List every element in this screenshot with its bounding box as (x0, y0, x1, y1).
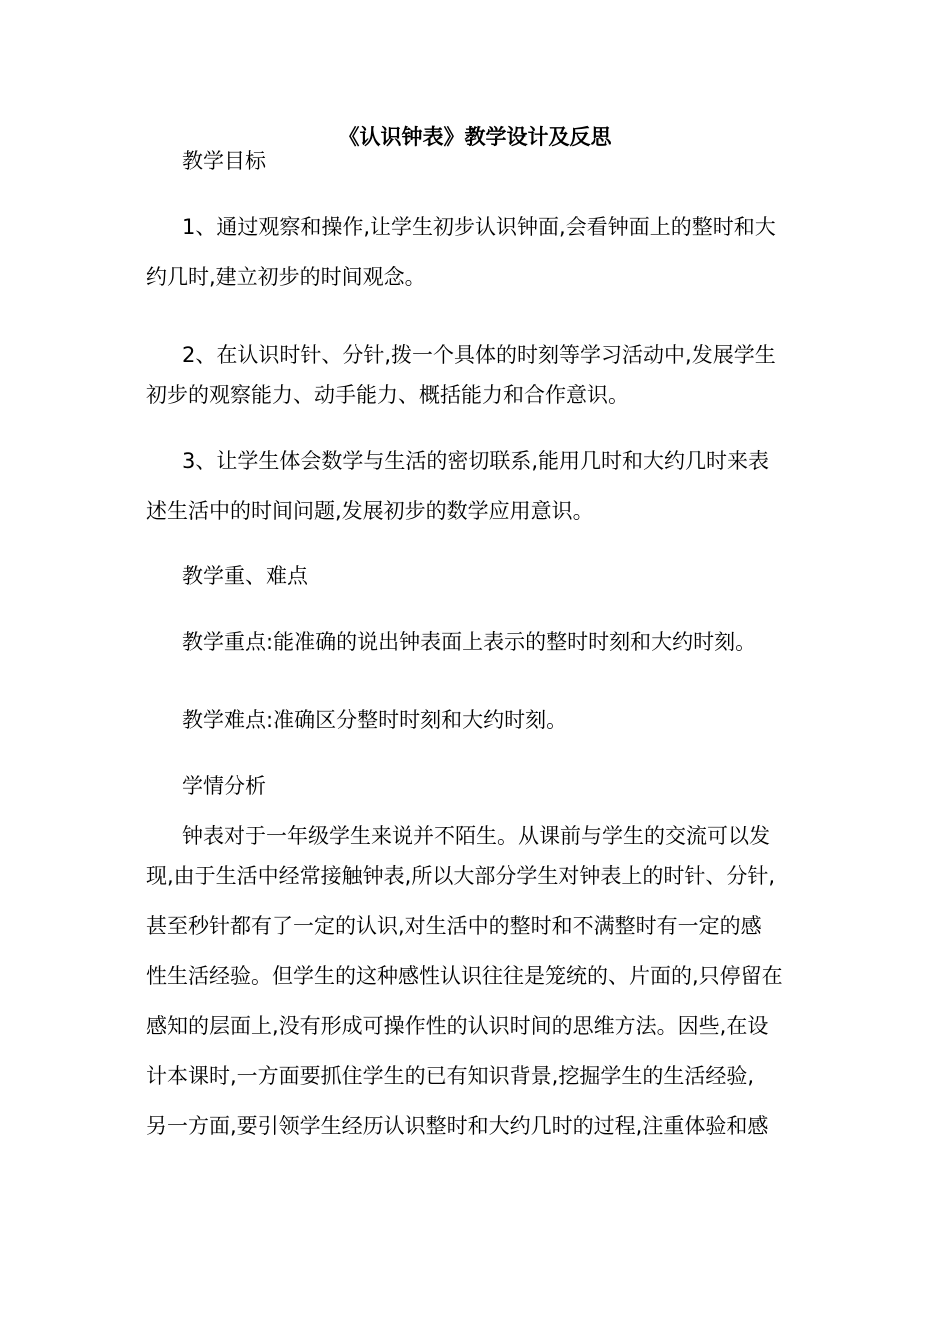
objective-1-line-1: 1、通过观察和操作,让学生初步认识钟面,会看钟面上的整时和大 (182, 215, 776, 239)
objective-3-line-2: 述生活中的时间问题,发展初步的数学应用意识。 (146, 499, 594, 523)
section-heading-objectives: 教学目标 (182, 149, 266, 173)
analysis-line: 计本课时,一方面要抓住学生的已有知识背景,挖掘学生的生活经验, (146, 1064, 755, 1088)
analysis-line: 甚至秒针都有了一定的认识,对生活中的整时和不满整时有一定的感 (146, 914, 762, 938)
difficult-point-text: 教学难点:准确区分整时时刻和大约时刻。 (182, 708, 568, 732)
objective-2-line-2: 初步的观察能力、动手能力、概括能力和合作意识。 (146, 383, 629, 407)
analysis-line: 钟表对于一年级学生来说并不陌生。从课前与学生的交流可以发 (182, 824, 770, 848)
analysis-line: 另一方面,要引领学生经历认识整时和大约几时的过程,注重体验和感 (146, 1114, 769, 1138)
analysis-line: 感知的层面上,没有形成可操作性的认识时间的思维方法。因些,在设 (146, 1014, 769, 1038)
objective-1-line-2: 约几时,建立初步的时间观念。 (146, 265, 426, 289)
section-heading-analysis: 学情分析 (182, 774, 266, 798)
document-title: 《认识钟表》教学设计及反思 (338, 124, 612, 149)
analysis-line: 性生活经验。但学生的这种感性认识往往是笼统的、片面的,只停留在 (146, 964, 783, 988)
section-heading-key-points: 教学重、难点 (182, 564, 308, 588)
key-point-text: 教学重点:能准确的说出钟表面上表示的整时时刻和大约时刻。 (182, 630, 757, 654)
objective-2-line-1: 2、在认识时针、分针,拨一个具体的时刻等学习活动中,发展学生 (182, 343, 776, 367)
objective-3-line-1: 3、让学生体会数学与生活的密切联系,能用几时和大约几时来表 (182, 449, 770, 473)
analysis-line: 现,由于生活中经常接触钟表,所以大部分学生对钟表上的时针、分针, (146, 864, 776, 888)
